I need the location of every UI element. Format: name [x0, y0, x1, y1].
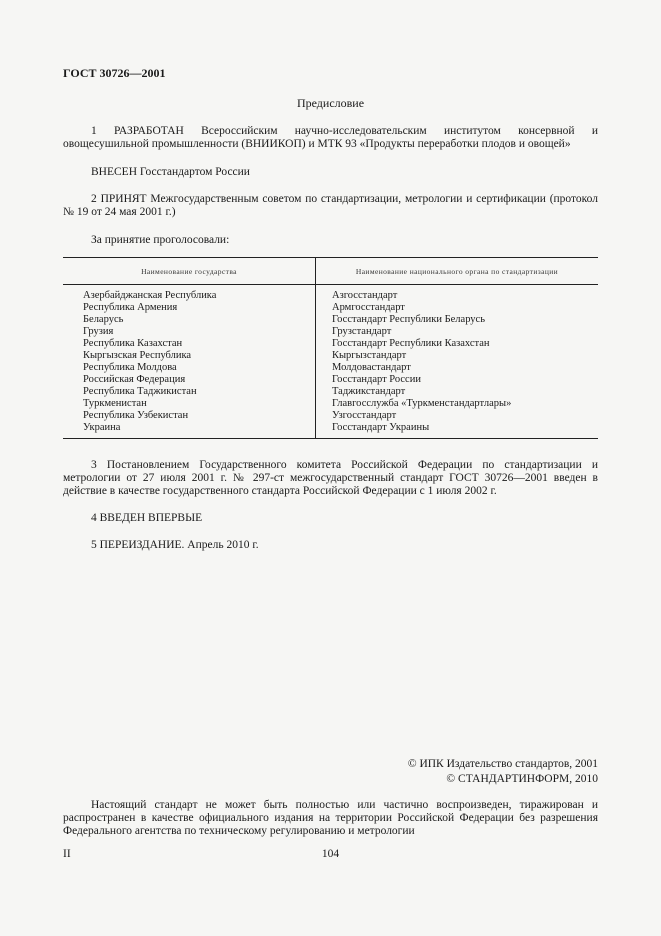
- state-name: Украина: [83, 422, 121, 433]
- paragraph-reissue: 5 ПЕРЕИЗДАНИЕ. Апрель 2010 г.: [91, 539, 259, 551]
- state-name: Республика Молдова: [83, 362, 177, 373]
- paragraph-enacted: 3 Постановлением Государственного комитета Российской Федерации по стандартизации и метрологии от 27 июля 2001 г. № 297-ст межгосударственный стандарт ГОСТ 30726—2001 введен в действие в качестве государственного стандарта Российской Федерации с 1 июля 2002 г.: [63, 459, 598, 497]
- paragraph-introduced: ВНЕСЕН Госстандартом России: [91, 166, 250, 178]
- state-name: Грузия: [83, 326, 114, 337]
- state-name: Кыргызская Республика: [83, 350, 192, 361]
- roman-page-number: II: [63, 848, 71, 860]
- table-header-row: [63, 258, 598, 285]
- standards-body-name: Молдовастандарт: [332, 362, 411, 373]
- standards-body-name: Госстандарт Украины: [332, 422, 430, 433]
- paragraph-adopted: 2 ПРИНЯТ Межгосударственным советом по стандартизации, метрологии и сертификации (протокол № 19 от 24 мая 2001 г.): [63, 193, 598, 218]
- state-name: Российская Федерация: [83, 374, 186, 385]
- state-name: Республика Узбекистан: [83, 410, 189, 421]
- state-name: Республика Армения: [83, 302, 178, 313]
- bodies-column: [316, 285, 599, 439]
- reproduction-notice: Настоящий стандарт не может быть полностью или частично воспроизведен, тиражирован и распространен в качестве официального издания на территории Российской Федерации без разрешения Федерального агентства по техническому регулированию и метрологии: [63, 799, 598, 837]
- page-number: 104: [321, 848, 340, 860]
- state-name: Туркменистан: [83, 398, 147, 409]
- standards-body-name: Азгосстандарт: [332, 290, 398, 301]
- paragraph-developed: 1 РАЗРАБОТАН Всероссийским научно-исследовательским институтом консервной и овощесушильной промышленности (ВНИИКОП) и МТК 93 «Продукты переработки плодов и овощей»: [63, 125, 598, 150]
- standards-body-name: Кыргызстандарт: [332, 350, 407, 361]
- table-body-row: [63, 285, 598, 439]
- copyright-ipk: © ИПК Издательство стандартов, 2001: [407, 758, 598, 770]
- standards-body-name: Таджикстандарт: [332, 386, 406, 397]
- state-name: Беларусь: [83, 314, 124, 325]
- copyright-standartinform: © СТАНДАРТИНФОРМ, 2010: [446, 773, 598, 785]
- column-header-body: Наименование национального органа по стандартизации: [316, 258, 599, 285]
- paragraph-voted: За принятие проголосовали:: [91, 234, 230, 246]
- states-column: [63, 285, 316, 439]
- standards-body-name: Узгосстандарт: [332, 410, 397, 421]
- standards-body-name: Госстандарт Республики Казахстан: [332, 338, 490, 349]
- voting-table: [63, 257, 598, 439]
- column-header-state: Наименование государства: [63, 258, 316, 285]
- state-name: Республика Таджикистан: [83, 386, 197, 397]
- standards-body-name: Госстандарт Республики Беларусь: [332, 314, 486, 325]
- state-name: Республика Казахстан: [83, 338, 183, 349]
- section-title: Предисловие: [296, 96, 365, 110]
- standards-body-name: Армгосстандарт: [332, 302, 405, 313]
- standards-body-name: Главгосслужба «Туркменстандартлары»: [332, 398, 512, 409]
- document-code: ГОСТ 30726—2001: [63, 66, 166, 80]
- state-name: Азербайджанская Республика: [83, 290, 217, 301]
- paragraph-first-introduced: 4 ВВЕДЕН ВПЕРВЫЕ: [91, 512, 203, 524]
- standards-body-name: Грузстандарт: [332, 326, 392, 337]
- standards-body-name: Госстандарт России: [332, 374, 421, 385]
